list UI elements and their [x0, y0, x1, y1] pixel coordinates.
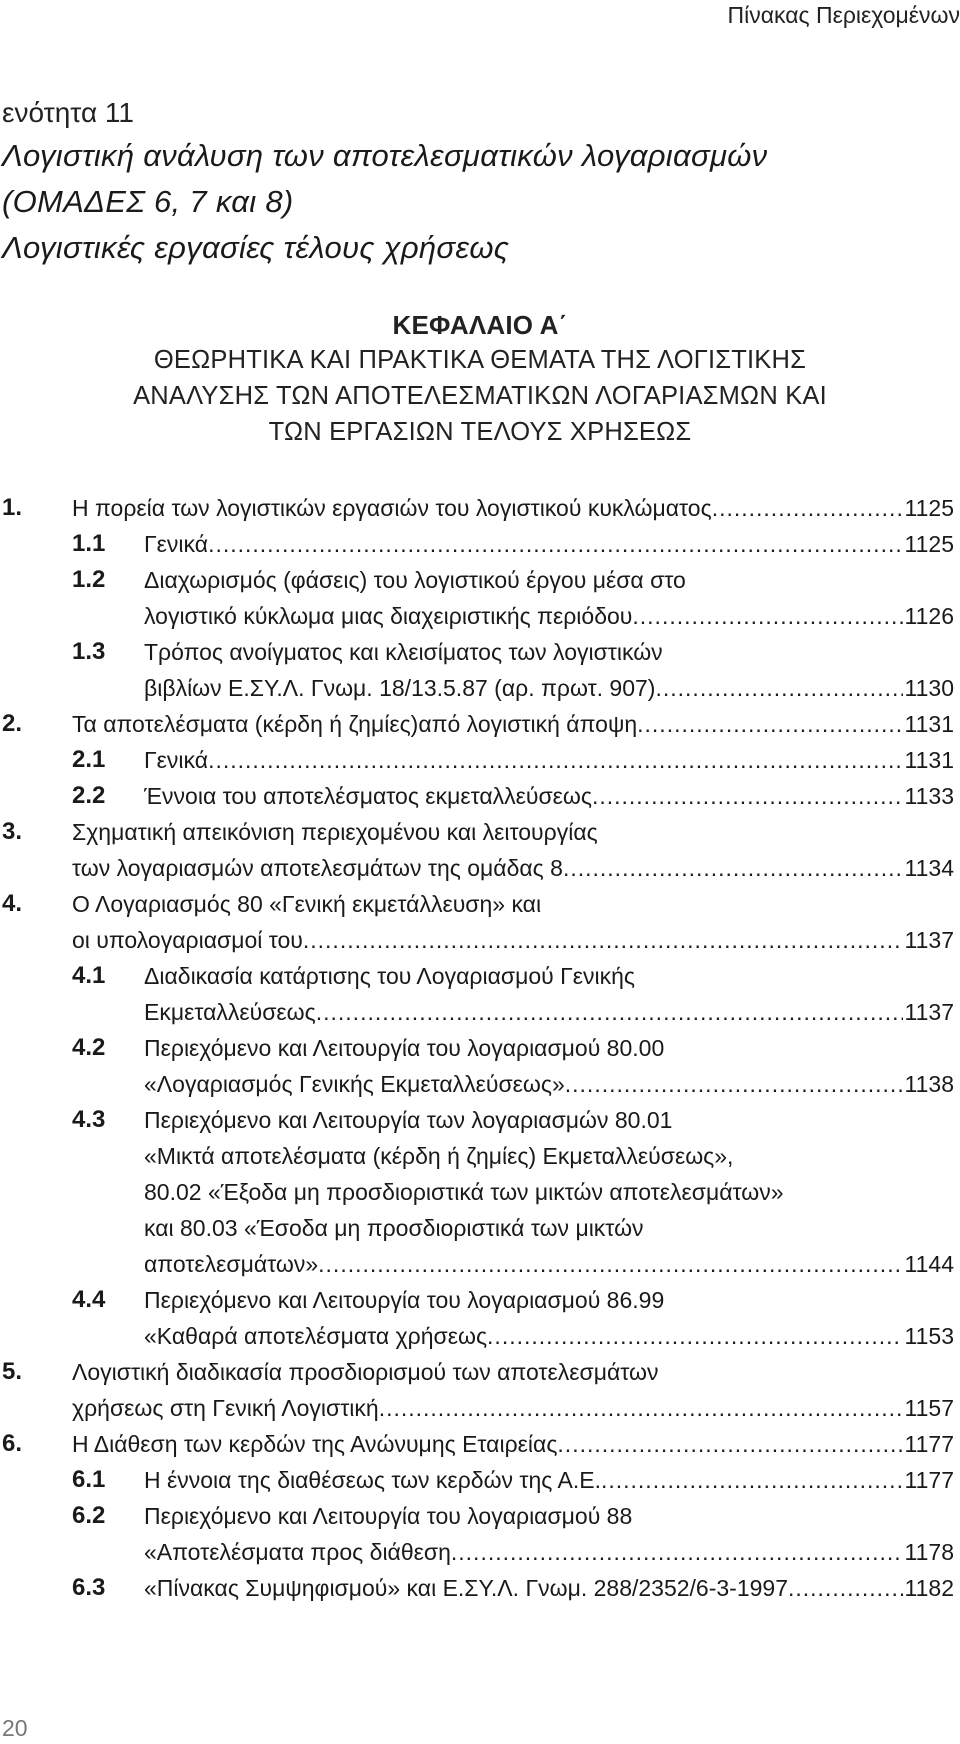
dot-leader — [712, 490, 903, 526]
toc-page-number: 1144 — [904, 1251, 954, 1277]
chapter-title-line: ΤΩΝ ΕΡΓΑΣΙΩΝ ΤΕΛΟΥΣ ΧΡΗΣΕΩΣ — [268, 418, 692, 446]
toc-entry-text: Γενικά — [144, 531, 209, 557]
toc-entry-text: 80.02 «Έξοδα μη προσδιοριστικά των μικτών αποτελεσμάτων» — [144, 1179, 784, 1205]
chapter-title-line: ΑΝΑΛΥΣΗΣ ΤΩΝ ΑΠΟΤΕΛΕΣΜΑΤΙΚΩΝ ΛΟΓΑΡΙΑΣΜΩΝ ΚΑΙ — [133, 382, 827, 410]
toc-entry-number: 4.1 — [72, 962, 106, 989]
toc-entry-line — [144, 1102, 954, 1138]
toc-entry-line — [144, 958, 954, 994]
toc-entry-text: Περιεχόμενο και Λειτουργία των λογαριασμών 80.01 — [144, 1107, 673, 1133]
toc-entry-number: 5. — [2, 1358, 23, 1385]
toc-entry-number: 2. — [2, 710, 23, 737]
toc-entry-text: Η έννοια της διαθέσεως των κερδών της Α.Ε. — [144, 1467, 601, 1493]
toc-page-number: 1138 — [904, 1071, 954, 1097]
toc-entry-text: Η πορεία των λογιστικών εργασιών του λογιστικού κυκλώματος — [72, 495, 712, 521]
toc-entry-text: Έννοια του αποτελέσματος εκμεταλλεύσεως — [144, 783, 592, 809]
toc-entry-text: Περιεχόμενο και Λειτουργία του λογαριασμού 80.00 — [144, 1035, 665, 1061]
toc-entry-line — [72, 814, 954, 850]
dot-leader — [451, 1534, 903, 1570]
toc-page-number: 1130 — [904, 675, 954, 701]
page-number: 20 — [2, 1715, 28, 1741]
unit-label: ενότητα 11 — [2, 97, 134, 128]
toc-page-number: 1177 — [904, 1467, 954, 1493]
toc-page-number: 1178 — [904, 1539, 954, 1565]
toc-entry-text: αποτελεσμάτων» — [144, 1251, 319, 1277]
toc-entry-line — [144, 598, 954, 634]
dot-leader — [637, 706, 902, 742]
toc-entry-number: 6.2 — [72, 1502, 106, 1529]
toc-entry-text: «Λογαριασμός Γενικής Εκμεταλλεύσεως» — [144, 1071, 565, 1097]
unit-title-line: Λογιστικές εργασίες τέλους χρήσεως — [2, 230, 510, 265]
toc-entry-line — [144, 1570, 954, 1606]
toc-entry-line — [72, 886, 954, 922]
toc-entry-line — [144, 1282, 954, 1318]
toc-page-number: 1137 — [904, 999, 954, 1025]
toc-entry-number: 6.1 — [72, 1466, 106, 1493]
dot-leader — [557, 1426, 902, 1462]
toc-entry-line — [144, 1066, 954, 1102]
toc-entry-line — [144, 1498, 954, 1534]
dot-leader — [655, 670, 902, 706]
toc-entry-line — [72, 922, 954, 958]
toc-entry-text: Η Διάθεση των κερδών της Ανώνυμης Εταιρείας — [72, 1431, 558, 1457]
toc-entry-line — [72, 490, 954, 526]
toc-entry-text: Εκμεταλλεύσεως — [144, 999, 316, 1025]
toc-entry-text: Τρόπος ανοίγματος και κλεισίματος των λογιστικών — [144, 639, 663, 665]
unit-title-line: Λογιστική ανάλυση των αποτελεσματικών λογαριασμών — [2, 138, 768, 173]
toc-page-number: 1137 — [904, 927, 954, 953]
toc-entry-line — [144, 634, 954, 670]
toc-entry-line — [144, 1534, 954, 1570]
toc-entry-number: 1.2 — [72, 566, 106, 593]
toc-page-number: 1133 — [904, 783, 954, 809]
toc-page-number: 1157 — [904, 1395, 954, 1421]
toc-page-number: 1134 — [904, 855, 954, 881]
toc-entry-text: Γενικά — [144, 747, 209, 773]
toc-entry-line — [72, 1354, 954, 1390]
toc-page-number: 1131 — [904, 711, 954, 737]
dot-leader — [208, 742, 902, 778]
dot-leader — [208, 526, 902, 562]
dot-leader — [318, 1246, 902, 1282]
chapter-heading: ΚΕΦΑΛΑΙΟ Α΄ — [392, 310, 568, 340]
dot-leader — [379, 1390, 903, 1426]
toc-entry-line — [144, 994, 954, 1030]
toc-entry-line — [144, 1030, 954, 1066]
toc-entry-text: Περιεχόμενο και Λειτουργία του λογαριασμού 88 — [144, 1503, 633, 1529]
toc-page-number: 1125 — [904, 531, 954, 557]
toc-entry-text: Διαχωρισμός (φάσεις) του λογιστικού έργου μέσα στο — [144, 567, 686, 593]
toc-entry-text: «Καθαρά αποτελέσματα χρήσεως — [144, 1323, 488, 1349]
toc-entry-number: 4.3 — [72, 1106, 106, 1133]
toc-page-number: 1182 — [904, 1575, 954, 1601]
running-head: Πίνακας Περιεχομένων — [727, 2, 960, 28]
toc-entry-line — [144, 670, 954, 706]
toc-entry-line — [144, 778, 954, 814]
toc-entry-line — [144, 1174, 954, 1210]
toc-entry-line — [144, 1462, 954, 1498]
toc-entry-text: οι υπολογαριασμοί του — [72, 927, 303, 953]
toc-entry-number: 6.3 — [72, 1574, 106, 1601]
toc-entry-number: 4. — [2, 890, 23, 917]
unit-title-line: (ΟΜΑΔΕΣ 6, 7 και 8) — [2, 184, 294, 219]
toc-entry-number: 3. — [2, 818, 23, 845]
toc-entry-line — [144, 562, 954, 598]
toc-entry-text: Διαδικασία κατάρτισης του Λογαριασμού Γενικής — [144, 963, 635, 989]
toc-entry-number: 1.1 — [72, 530, 106, 557]
toc-entry-number: 2.2 — [72, 782, 106, 809]
dot-leader — [592, 778, 903, 814]
toc-entry-line — [144, 1138, 954, 1174]
toc-entry-number: 1. — [2, 494, 23, 521]
toc-entry-line — [144, 1210, 954, 1246]
toc-entry-line — [144, 742, 954, 778]
dot-leader — [565, 1066, 903, 1102]
toc-entry-text: βιβλίων Ε.ΣΥ.Λ. Γνωμ. 18/13.5.87 (αρ. πρωτ. 907) — [144, 675, 656, 701]
toc-entry-text: Λογιστική διαδικασία προσδιορισμού των αποτελεσμάτων — [72, 1359, 659, 1385]
toc-entry-text: Περιεχόμενο και Λειτουργία του λογαριασμού 86.99 — [144, 1287, 665, 1313]
toc-entry-number: 4.4 — [72, 1286, 106, 1313]
dot-leader — [788, 1570, 903, 1606]
toc-entry-line — [72, 1390, 954, 1426]
toc-entry-text: «Μικτά αποτελέσματα (κέρδη ή ζημίες) Εκμεταλλεύσεως», — [144, 1143, 734, 1169]
dot-leader — [632, 598, 902, 634]
dot-leader — [601, 1462, 903, 1498]
toc-page-number: 1126 — [904, 603, 954, 629]
toc-entry-text: Σχηματική απεικόνιση περιεχομένου και λειτουργίας — [72, 819, 598, 845]
toc-entry-text: «Αποτελέσματα προς διάθεση — [144, 1539, 451, 1565]
toc-entry-line — [144, 526, 954, 562]
dot-leader — [487, 1318, 902, 1354]
toc-entry-text: Τα αποτελέσματα (κέρδη ή ζημίες)από λογιστική άποψη — [72, 711, 638, 737]
toc-page-number: 1177 — [904, 1431, 954, 1457]
toc-entry-text: και 80.03 «Έσοδα μη προσδιοριστικά των μικτών — [144, 1215, 644, 1241]
toc-entry-text: Ο Λογαριασμός 80 «Γενική εκμετάλλευση» και — [72, 891, 542, 917]
toc-entry-number: 4.2 — [72, 1034, 106, 1061]
dot-leader — [563, 850, 903, 886]
toc-entry-line — [72, 706, 954, 742]
toc-page-number: 1125 — [904, 495, 954, 521]
toc-entry-text: λογιστικό κύκλωμα μιας διαχειριστικής περιόδου — [144, 603, 633, 629]
toc-entry-number: 1.3 — [72, 638, 106, 665]
dot-leader — [316, 994, 903, 1030]
toc-entry-line — [144, 1318, 954, 1354]
toc-page-number: 1131 — [904, 747, 954, 773]
dot-leader — [303, 922, 903, 958]
toc-entry-text: των λογαριασμών αποτελεσμάτων της ομάδας 8 — [72, 855, 563, 881]
toc-entry-line — [144, 1246, 954, 1282]
toc-entry-number: 2.1 — [72, 746, 106, 773]
toc-entry-number: 6. — [2, 1430, 23, 1457]
toc-entry-text: «Πίνακας Συμψηφισμού» και Ε.ΣΥ.Λ. Γνωμ. 288/2352/6-3-1997 — [144, 1575, 788, 1601]
toc-page-number: 1153 — [904, 1323, 954, 1349]
toc-entry-line — [72, 1426, 954, 1462]
toc-entry-line — [72, 850, 954, 886]
chapter-title-line: ΘΕΩΡΗΤΙΚΑ ΚΑΙ ΠΡΑΚΤΙΚΑ ΘΕΜΑΤΑ ΤΗΣ ΛΟΓΙΣΤΙΚΗΣ — [153, 346, 807, 374]
toc-entry-text: χρήσεως στη Γενική Λογιστική — [72, 1395, 379, 1421]
